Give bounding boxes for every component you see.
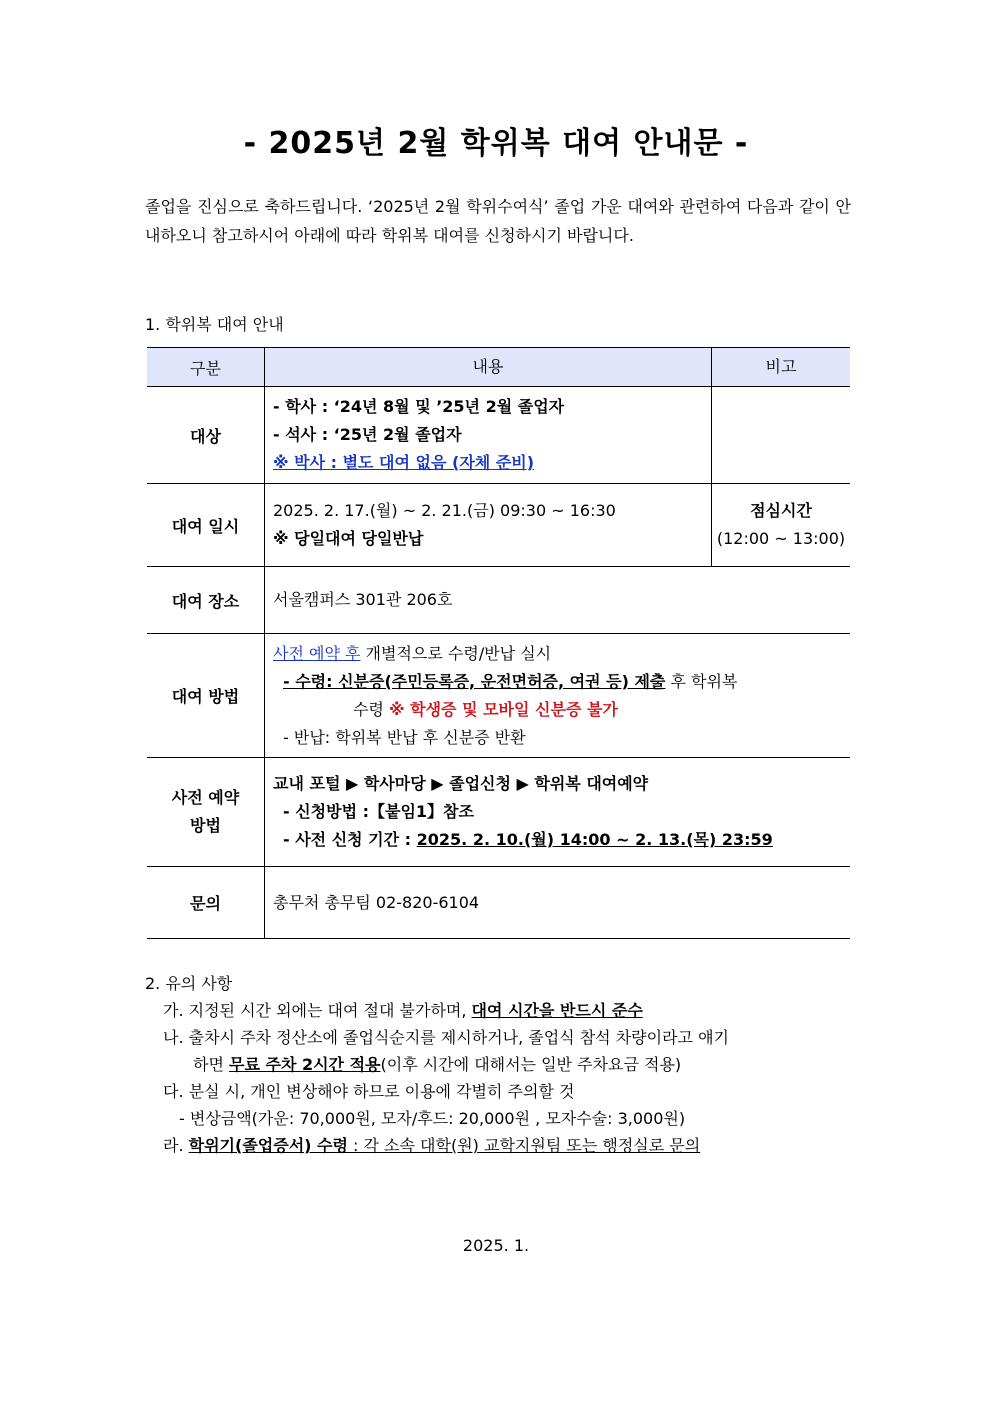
notes-section [145,970,851,1159]
lunch-label: 점심시간 [750,501,812,520]
method-receive-id: - 수령: 신분증(주민등록증, 운전면허증, 여권 등) 제출 [283,671,666,691]
rental-info-table [147,347,850,939]
note-a-text: 가. 지정된 시간 외에는 대여 절대 불가하며, [163,1001,472,1020]
table-row-reservation [147,758,850,867]
note-a-emphasis: 대여 시간을 반드시 준수 [471,1001,643,1020]
note-c-detail: - 변상금액(가운: 70,000원, 모자/후드: 20,000원 , 모자수술: 3,000원) [179,1109,686,1128]
method-reservation-first: 사전 예약 후 [273,643,361,663]
reservation-how: - 신청방법 :【붙임1】참조 [283,802,474,821]
reservation-period-line [273,826,842,854]
method-receive-gown: 후 학위복 [665,671,738,691]
table-header-row [147,348,850,387]
reservation-period: 2025. 2. 10.(월) 14:00 ~ 2. 13.(목) 23:59 [416,830,773,849]
reservation-label-line-1: 사전 예약 [171,788,240,807]
lunch-time: (12:00 ~ 13:00) [716,529,846,548]
section-heading-notes: 2. 유의 사항 [145,974,233,993]
row-label-reservation [147,758,265,867]
header-remarks: 비고 [712,348,851,387]
method-content [265,634,851,758]
reservation-period-label: - 사전 신청 기간 : [283,830,417,849]
note-d-prefix: 라. [163,1136,189,1155]
table-row-method [147,634,850,758]
header-category: 구분 [147,348,265,387]
method-line-2 [273,668,842,696]
header-content: 내용 [265,348,712,387]
note-b-cont-text: 하면 [193,1055,229,1074]
reservation-content [265,758,851,867]
intro-paragraph: 졸업을 진심으로 축하드립니다. ‘2025년 2월 학위수여식’ 졸업 가운 대여와 관련하여 다음과 같이 안내하오니 참고하시어 아래에 따라 학위복 대여를 신청하시기 바랍니다. [145,197,851,245]
date-same-day-note: ※ 당일대여 당일반납 [273,529,424,548]
date-content [265,484,712,567]
note-d-emphasis: 학위기(졸업증서) 수령 [188,1136,348,1155]
method-individual: 개별적으로 수령/반납 실시 [360,643,552,663]
row-label-date: 대여 일시 [147,484,265,567]
note-b: 나. 출차시 주차 정산소에 졸업식순지를 제시하거나, 졸업식 참석 차량이라고 얘기 [163,1028,729,1047]
row-label-contact: 문의 [147,867,265,939]
method-id-restriction: ※ 학생증 및 모바일 신분증 불가 [389,699,618,719]
method-return: - 반납: 학위복 반납 후 신분증 반환 [283,727,526,747]
target-master: - 석사 : ‘25년 2월 졸업자 [273,425,462,444]
table-row-place [147,567,850,634]
table-row-date [147,484,850,567]
table-row-contact [147,867,850,939]
target-remarks [712,387,851,484]
section-heading-rental: 1. 학위복 대여 안내 [145,315,284,334]
note-a [145,997,851,1024]
method-line-3 [273,696,842,724]
target-doctor-note: ※ 박사 : 별도 대여 없음 (자체 준비) [273,453,535,472]
target-content [265,387,712,484]
note-d [145,1132,851,1159]
table-row-target [147,387,850,484]
target-bachelor: - 학사 : ‘24년 8월 및 ’25년 2월 졸업자 [273,397,565,416]
note-b-emphasis: 무료 주차 2시간 적용 [229,1055,381,1074]
page-title: - 2025년 2월 학위복 대여 안내문 - [243,126,749,161]
method-line-1 [273,640,842,668]
row-label-place: 대여 장소 [147,567,265,634]
reservation-path: 교내 포털 ▶ 학사마당 ▶ 졸업신청 ▶ 학위복 대여예약 [273,774,649,793]
date-range: 2025. 2. 17.(월) ~ 2. 21.(금) 09:30 ~ 16:30 [273,501,616,520]
document-date: 2025. 1. [462,1236,530,1255]
place-value: 서울캠퍼스 301관 206호 [265,567,851,634]
row-label-method: 대여 방법 [147,634,265,758]
method-receive-word: 수령 [353,699,389,719]
note-b-tail: (이후 시간에 대해서는 일반 주차요금 적용) [380,1055,682,1074]
note-b-cont [145,1051,851,1078]
contact-value: 총무처 총무팀 02-820-6104 [265,867,851,939]
reservation-label-line-2: 방법 [190,816,221,835]
note-c: 다. 분실 시, 개인 변상해야 하므로 이용에 각별히 주의할 것 [163,1082,575,1101]
date-remarks [712,484,851,567]
note-d-tail: : 각 소속 대학(원) 교학지원팀 또는 행정실로 문의 [347,1136,701,1155]
row-label-target: 대상 [147,387,265,484]
